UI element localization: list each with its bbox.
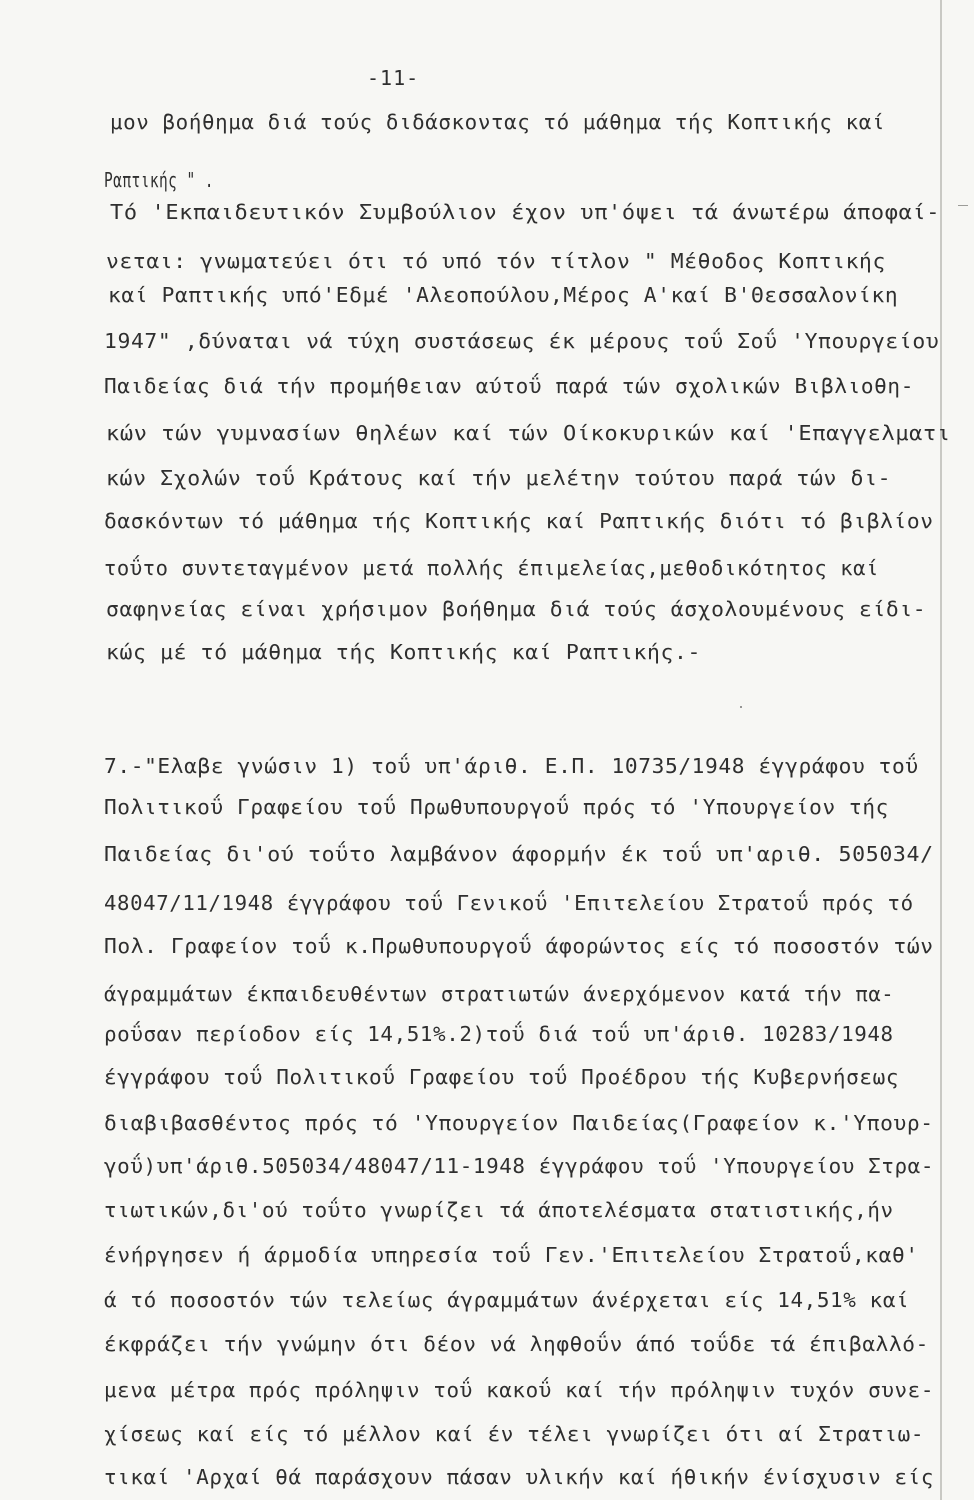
text-line: 48047/11/1948 έγγράφου τοΰ Γενικοΰ 'Επιτελείου Στρατοΰ πρός τό — [104, 891, 914, 915]
text-line: κών τών γυμνασίων θηλέων καί τών Οίκοκυρικών καί 'Επαγγελματι — [106, 421, 951, 445]
text-line: 7.-"Ελαβε γνώσιν 1) τοΰ υπ'άριθ. Ε.Π. 10735/1948 έγγράφου τοΰ — [104, 754, 919, 778]
text-line: Πολ. Γραφείον τοΰ κ.Πρωθυπουργοΰ άφορώντος είς τό ποσοστόν τών — [104, 934, 934, 958]
text-line: τιωτικών,δι'ού τοΰτο γνωρίζει τά άποτελέσματα στατιστικής,ήν — [104, 1198, 894, 1222]
text-line: μενα μέτρα πρός πρόληψιν τοΰ κακοΰ καί τήν πρόληψιν τυχόν συνε- — [104, 1378, 935, 1402]
text-line: χίσεως καί είς τό μέλλον καί έν τέλει γνωρίζει ότι αί Στρατιω- — [104, 1422, 925, 1446]
text-line: σαφηνείας είναι χρήσιμον βοήθημα διά τούς άσχολουμένους είδι- — [106, 597, 927, 621]
text-line: τικαί 'Αρχαί θά παράσχουν πάσαν υλικήν καί ήθικήν ένίσχυσιν είς — [104, 1465, 935, 1489]
text-line: νεται: γνωματεύει ότι τό υπό τόν τίτλον " Μέθοδος Κοπτικής — [106, 249, 886, 273]
text-line: δασκόντων τό μάθημα τής Κοπτικής καί Ραπτικής διότι τό βιβλίον — [104, 509, 934, 533]
text-line: κώς μέ τό μάθημα τής Κοπτικής καί Ραπτικής.- — [106, 640, 702, 664]
text-line: τοΰτο συντεταγμένον μετά πολλής έπιμελείας,μεθοδικότητος καί — [104, 556, 879, 580]
text-line: καί Ραπτικής υπό'Εδμέ 'Αλεοπούλου,Μέρος Α'καί Β'Θεσσαλονίκη — [108, 283, 899, 307]
text-line: Πολιτικοΰ Γραφείου τοΰ Πρωθυπουργοΰ πρός τό 'Υπουργείον τής — [104, 795, 889, 819]
ink-speck — [740, 706, 742, 708]
page-edge-shadow — [940, 0, 942, 1500]
text-line: ροΰσαν περίοδον είς 14,51%.2)τοΰ διά τοΰ υπ'άριθ. 10283/1948 — [104, 1022, 894, 1046]
text-line: Ραπτικής " . — [104, 168, 214, 192]
text-line: ά τό ποσοστόν τών τελείως άγραμμάτων άνέρχεται είς 14,51% καί — [104, 1288, 910, 1312]
text-line: άγραμμάτων έκπαιδευθέντων στρατιωτών άνερχόμενον κατά τήν πα- — [104, 982, 895, 1006]
text-line: έγγράφου τοΰ Πολιτικοΰ Γραφείου τοΰ Προέδρου τής Κυβερνήσεως — [104, 1065, 900, 1089]
page-number: -11- — [367, 66, 420, 90]
text-line: Τό 'Εκπαιδευτικόν Συμβούλιον έχον υπ'όψει τά άνωτέρω άποφαί- — [110, 200, 941, 224]
text-line: Παιδείας δι'ού τοΰτο λαμβάνον άφορμήν έκ τοΰ υπ'αριθ. 505034/ — [104, 842, 934, 866]
text-line: 1947" ,δύναται νά τύχη συστάσεως έκ μέρους τοΰ Σοΰ 'Υπουργείου — [104, 329, 940, 353]
text-line: Παιδείας διά τήν προμήθειαν αύτοΰ παρά τών σχολικών Βιβλιοθη- — [104, 374, 914, 398]
text-line: μον βοήθημα διά τούς διδάσκοντας τό μάθημα τής Κοπτικής καί — [110, 110, 886, 134]
text-line: ένήργησεν ή άρμοδία υπηρεσία τοΰ Γεν.'Επιτελείου Στρατοΰ,καθ' — [104, 1243, 919, 1267]
text-line: έκφράζει τήν γνώμην ότι δέον νά ληφθοΰν άπό τοΰδε τά έπιβαλλό- — [104, 1332, 929, 1356]
text-line: κών Σχολών τοΰ Κράτους καί τήν μελέτην τούτου παρά τών δι- — [106, 466, 892, 490]
edge-mark — [958, 205, 968, 206]
text-line: διαβιβασθέντος πρός τό 'Υπουργείον Παιδείας(Γραφείον κ.'Υπουρ- — [104, 1111, 934, 1135]
text-line: γοΰ)υπ'άριθ.505034/48047/11-1948 έγγράφου τοΰ 'Υπουργείου Στρα- — [104, 1154, 935, 1178]
